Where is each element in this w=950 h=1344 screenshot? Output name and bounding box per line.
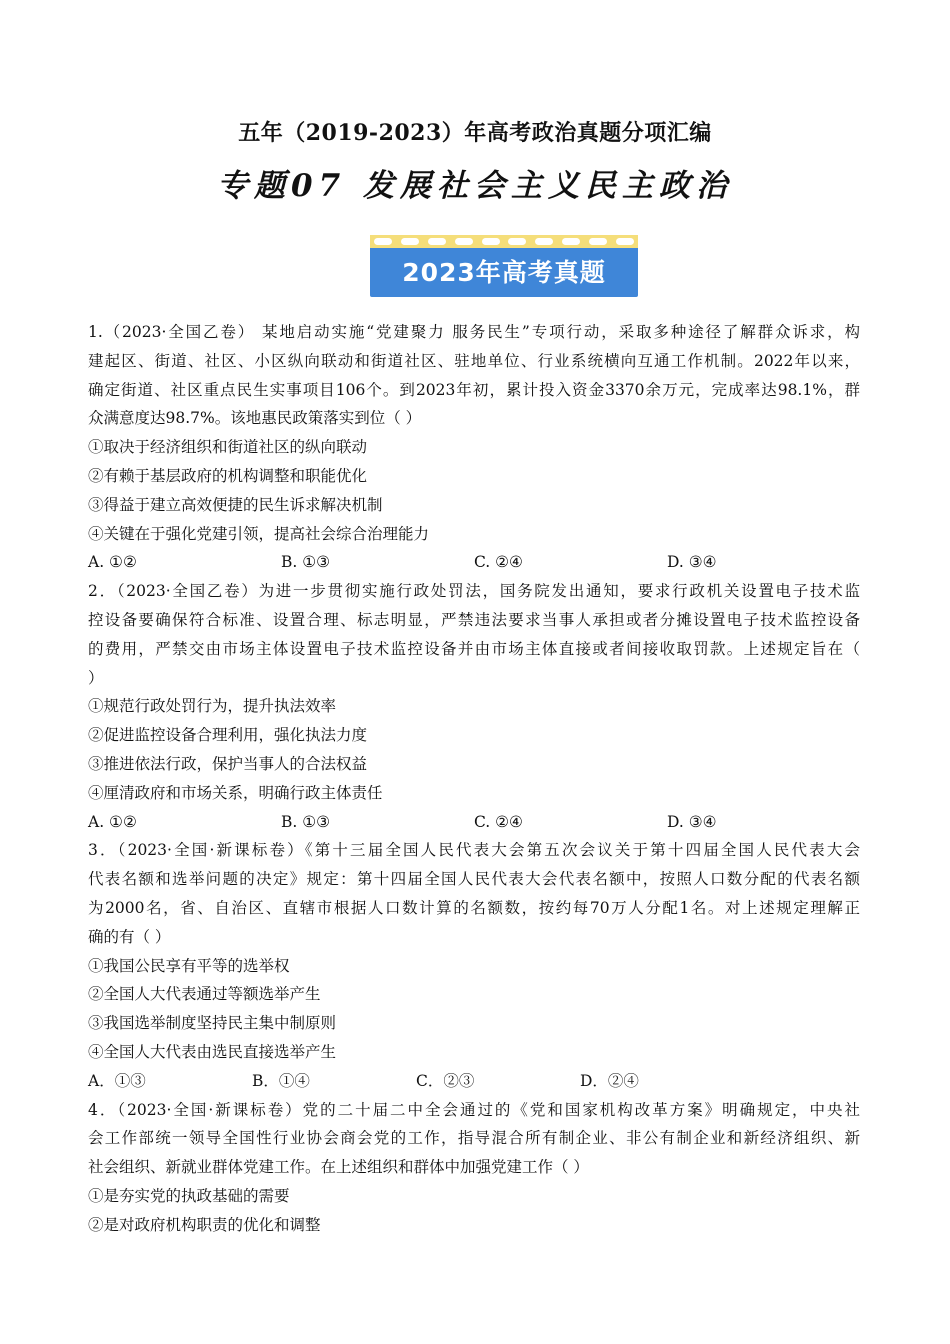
question-stem-line: 建起区、街道、社区、小区纵向联动和街道社区、驻地单位、行业系统横向互通工作机制。2022年以来， xyxy=(88,351,860,370)
statement-item: ②是对政府机构职责的优化和调整 xyxy=(88,1215,321,1234)
option-c: C. ②④ xyxy=(474,553,523,572)
binding-hole-icon xyxy=(401,238,419,245)
binding-hole-icon xyxy=(374,238,392,245)
statement-item: ①我国公民享有平等的选举权 xyxy=(88,956,290,975)
option-a: A. ①② xyxy=(88,553,137,572)
option-d: D. ③④ xyxy=(667,553,717,572)
question-2 xyxy=(88,577,860,836)
banner-label: 2023年高考真题 xyxy=(402,258,606,287)
option-d: D. ③④ xyxy=(667,812,717,831)
question-stem-line: 2．（2023·全国乙卷）为进一步贯彻实施行政处罚法，国务院发出通知，要求行政机关设置电子技术监 xyxy=(88,582,860,601)
option-a: A. ①② xyxy=(88,812,137,831)
question-stem-line: 4．（2023·全国·新课标卷）党的二十届二中全会通过的《党和国家机构改革方案》明确规定，中央社 xyxy=(88,1100,860,1119)
binding-hole-icon xyxy=(482,238,500,245)
answer-options xyxy=(88,808,860,837)
option-b: B. ①③ xyxy=(281,812,331,831)
statement-item: ①是夯实党的执政基础的需要 xyxy=(88,1186,290,1205)
statement-item: ③得益于建立高效便捷的民生诉求解决机制 xyxy=(88,495,383,514)
question-stem-line: 1.（2023·全国乙卷） 某地启动实施“党建聚力 服务民生”专项行动，采取多种途径了解群众诉求，构 xyxy=(88,323,860,341)
option-c: C. ②④ xyxy=(474,812,523,831)
option-a: A．①③ xyxy=(88,1071,146,1090)
answer-options xyxy=(88,548,860,577)
statement-item: ④全国人大代表由选民直接选举产生 xyxy=(88,1042,337,1061)
question-stem-line: 众满意度达98.7%。该地惠民政策落实到位（ ） xyxy=(88,409,422,428)
statement-item: ①取决于经济组织和街道社区的纵向联动 xyxy=(88,438,368,457)
statement-item: ②促进监控设备合理利用，强化执法力度 xyxy=(88,726,368,745)
binding-hole-icon xyxy=(589,238,607,245)
chapter-title: 专题07 发展社会主义民主政治 xyxy=(217,168,733,204)
question-3 xyxy=(88,836,860,1095)
question-stem-line: ） xyxy=(88,668,104,687)
question-stem-line: 确定街道、社区重点民生实事项目106个。到2023年初，累计投入资金3370余万元，完成率达98.1%，群 xyxy=(88,380,860,399)
question-stem-line: 控设备要确保符合标准、设置合理、标志明显，严禁违法要求当事人承担或者分摊设置电子技术监控设备 xyxy=(88,610,860,629)
statement-item: ④关键在于强化党建引领，提高社会综合治理能力 xyxy=(88,524,430,543)
question-stem-line: 确的有（ ） xyxy=(88,927,171,946)
binding-hole-icon xyxy=(428,238,446,245)
binding-hole-icon xyxy=(508,238,526,245)
question-4 xyxy=(88,1096,860,1240)
binding-hole-icon xyxy=(562,238,580,245)
question-stem-line: 3．（2023·全国·新课标卷）《第十三届全国人民代表大会第五次会议关于第十四届全国人民代表大会 xyxy=(88,841,860,860)
statement-item: ①规范行政处罚行为，提升执法效率 xyxy=(88,697,337,716)
answer-options xyxy=(88,1067,860,1096)
question-stem-line: 会工作部统一领导全国性行业协会商会党的工作，指导混合所有制企业、非公有制企业和新经济组织、新 xyxy=(88,1129,860,1148)
question-stem-line: 的费用，严禁交由市场主体设置电子技术监控设备并由市场主体直接或者间接收取罚款。上述规定旨在（ xyxy=(88,639,860,658)
binding-hole-icon xyxy=(535,238,553,245)
binding-hole-icon xyxy=(616,238,634,245)
option-c: C．②③ xyxy=(416,1071,475,1090)
statement-item: ②全国人大代表通过等额选举产生 xyxy=(88,985,321,1004)
option-d: D．②④ xyxy=(580,1071,639,1090)
binding-hole-icon xyxy=(455,238,473,245)
statement-item: ③推进依法行政，保护当事人的合法权益 xyxy=(88,754,368,773)
question-stem-line: 代表名额和选举问题的决定》规定：第十四届全国人民代表大会代表名额中，按照人口数分配的代表名额 xyxy=(88,870,860,889)
statement-item: ③我国选举制度坚持民主集中制原则 xyxy=(88,1014,337,1033)
question-1 xyxy=(88,318,860,577)
question-stem-line: 为2000名，省、自治区、直辖市根据人口数计算的名额数，按约每70万人分配1名。对上述规定理解正 xyxy=(88,898,860,917)
option-b: B. ①③ xyxy=(281,553,331,572)
question-stem-line: 社会组织、新就业群体党建工作。在上述组织和群体中加强党建工作（ ） xyxy=(88,1158,589,1177)
statement-item: ②有赖于基层政府的机构调整和职能优化 xyxy=(88,466,368,485)
section-banner xyxy=(370,235,638,297)
statement-item: ④厘清政府和市场关系，明确行政主体责任 xyxy=(88,783,383,802)
banner-notebook-strip xyxy=(370,235,638,248)
question-list xyxy=(88,318,860,1240)
document-title: 五年（2019-2023）年高考政治真题分项汇编 xyxy=(238,120,712,146)
option-b: B．①④ xyxy=(252,1071,310,1090)
